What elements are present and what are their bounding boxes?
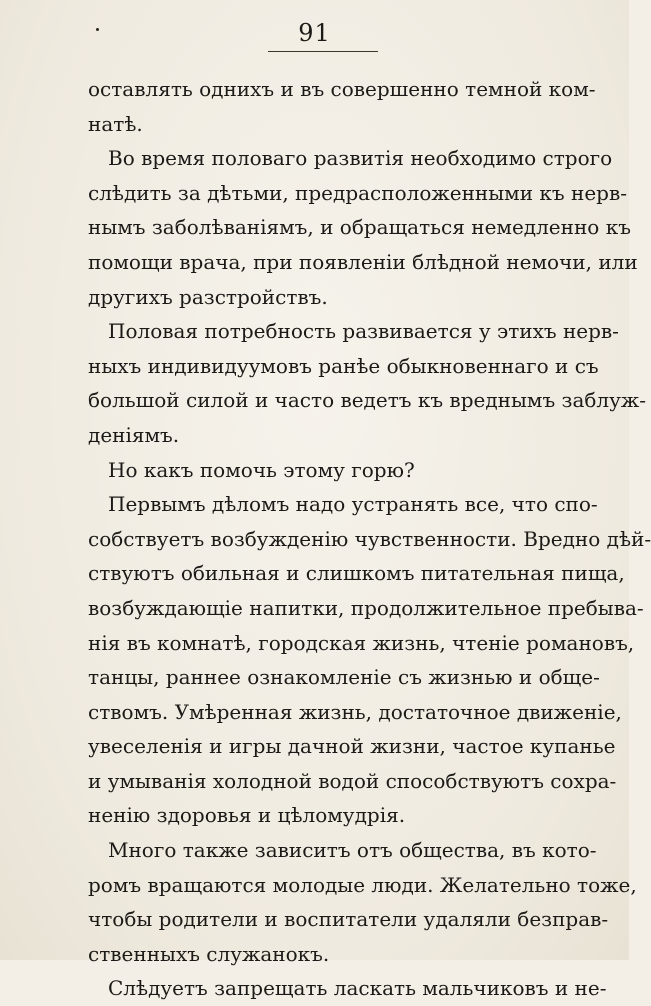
header-rule [268,51,378,52]
text-line: ственныхъ служанокъ. [88,941,330,966]
text-line: оставлять однихъ и въ совершенно темной ком- [88,77,596,101]
text-line: натѣ. [88,111,143,136]
text-line: собствуетъ возбужденію чувственности. Вредно дѣй- [88,526,651,551]
text-line: Но какъ помочь этому горю? [108,457,415,482]
text-line: Половая потребность развивается у этихъ нерв- [108,319,619,344]
text-line: Слѣдуетъ запрещать ласкать мальчиковъ и не- [108,976,607,1001]
text-line: Много также зависитъ отъ общества, въ кото- [108,838,597,863]
text-line: возбуждающіе напитки, продолжительное пребыва- [88,595,644,620]
text-line: ствуютъ обильная и слишкомъ питательная пища, [88,561,625,586]
text-line: помощи врача, при появленіи блѣдной немочи, или [88,249,638,274]
text-line: ствомъ. Умѣренная жизнь, достаточное движеніе, [88,699,622,724]
text-line: увеселенія и игры дачной жизни, частое купанье [88,734,616,759]
text-line: и умыванія холодной водой способствуютъ сохра- [88,768,617,793]
text-line: ромъ вращаются молодые люди. Желательно тоже, [88,872,637,897]
text-line: ныхъ индивидуумовъ ранѣе обыкновеннаго и съ [88,353,599,378]
page-number: 91 [298,19,331,47]
text-line: Во время половаго развитія необходимо строго [108,146,613,171]
text-line: другихъ разстройствъ. [88,284,328,309]
text-line: ненію здоровья и цѣломудрія. [88,803,406,828]
text-line: танцы, раннее ознакомленіе съ жизнью и обще- [88,665,600,690]
text-line: чтобы родители и воспитатели удаляли безправ- [88,907,609,932]
text-line: деніямъ. [88,422,180,447]
page-header [0,18,629,48]
text-line: нія въ комнатѣ, городская жизнь, чтеніе романовъ, [88,630,635,655]
text-line: большой силой и часто ведетъ къ вреднымъ заблуж- [88,388,647,413]
body-text [88,72,651,1006]
text-line: слѣдить за дѣтьми, предрасположенными къ нерв- [88,180,627,205]
text-line: нымъ заболѣваніямъ, и обращаться немедленно къ [88,215,631,240]
text-line: Первымъ дѣломъ надо устранять все, что спо- [108,492,598,517]
